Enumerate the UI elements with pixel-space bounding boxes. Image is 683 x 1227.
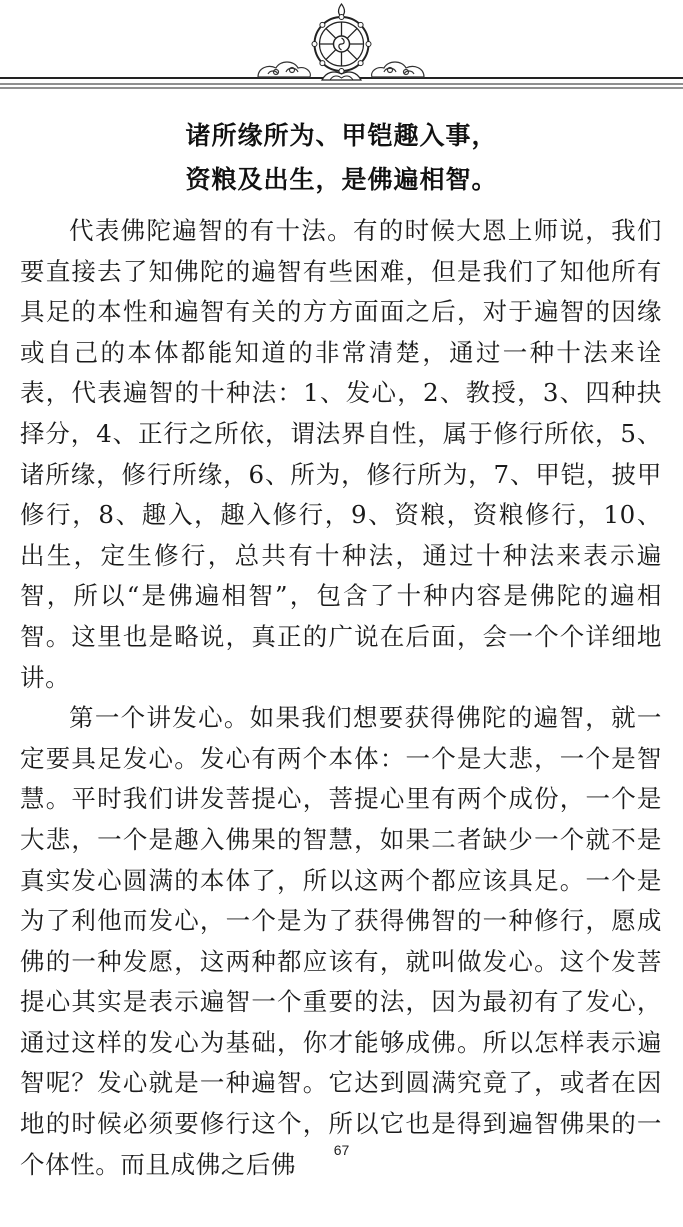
verse-line-1: 诸所缘所为、甲铠趣入事， [185, 121, 498, 150]
dharma-wheel-icon [312, 4, 371, 80]
page-number: 67 [333, 1142, 350, 1158]
right-cloud-icon [372, 62, 424, 77]
header-ornament [0, 0, 683, 100]
paragraph-1: 代表佛陀遍智的有十法。有的时候大恩上师说，我们要直接去了知佛陀的遍智有些困难，但是我们了知他所有具足的本性和遍智有关的方方面面之后，对于遍智的因缘或自己的本体都能知道的非常清楚，通过一种十法来诠表，代表遍智的十种法：1、发心，2、教授，3、四种抉择分，4、正行之所依，谓法界自性，属于修行所依，5、诸所缘，修行所缘，6、所为，修行所为，7、甲铠，披甲修行，8、趣入，趣入修行，9、资粮，资粮修行，10、出生，定生修行，总共有十种法，通过十种法来表示遍智，所以“是佛遍相智”，包含了十种内容是佛陀的遍相智。这里也是略说，真正的广说在后面，会一个个详细地讲。 [20, 216, 662, 692]
verse-line-2: 资粮及出生，是佛遍相智。 [185, 165, 498, 194]
paragraph-2: 第一个讲发心。如果我们想要获得佛陀的遍智，就一定要具足发心。发心有两个本体：一个是大悲，一个是智慧。平时我们讲发菩提心，菩提心里有两个成份，一个是大悲，一个是趣入佛果的智慧，如果二者缺少一个就不是真实发心圆满的本体了，所以这两个都应该具足。一个是为了利他而发心，一个是为了获得佛智的一种修行，愿成佛的一种发愿，这两种都应该有，就叫做发心。这个发菩提心其实是表示遍智一个重要的法，因为最初有了发心，通过这样的发心为基础，你才能够成佛。所以怎样表示遍智呢？发心就是一种遍智。它达到圆满究竟了，或者在因地的时候必须要修行这个，所以它也是得到遍智佛果的一个体性。而且成佛之后佛 [20, 703, 662, 1179]
left-cloud-icon [258, 62, 310, 77]
body-text [20, 211, 662, 1185]
